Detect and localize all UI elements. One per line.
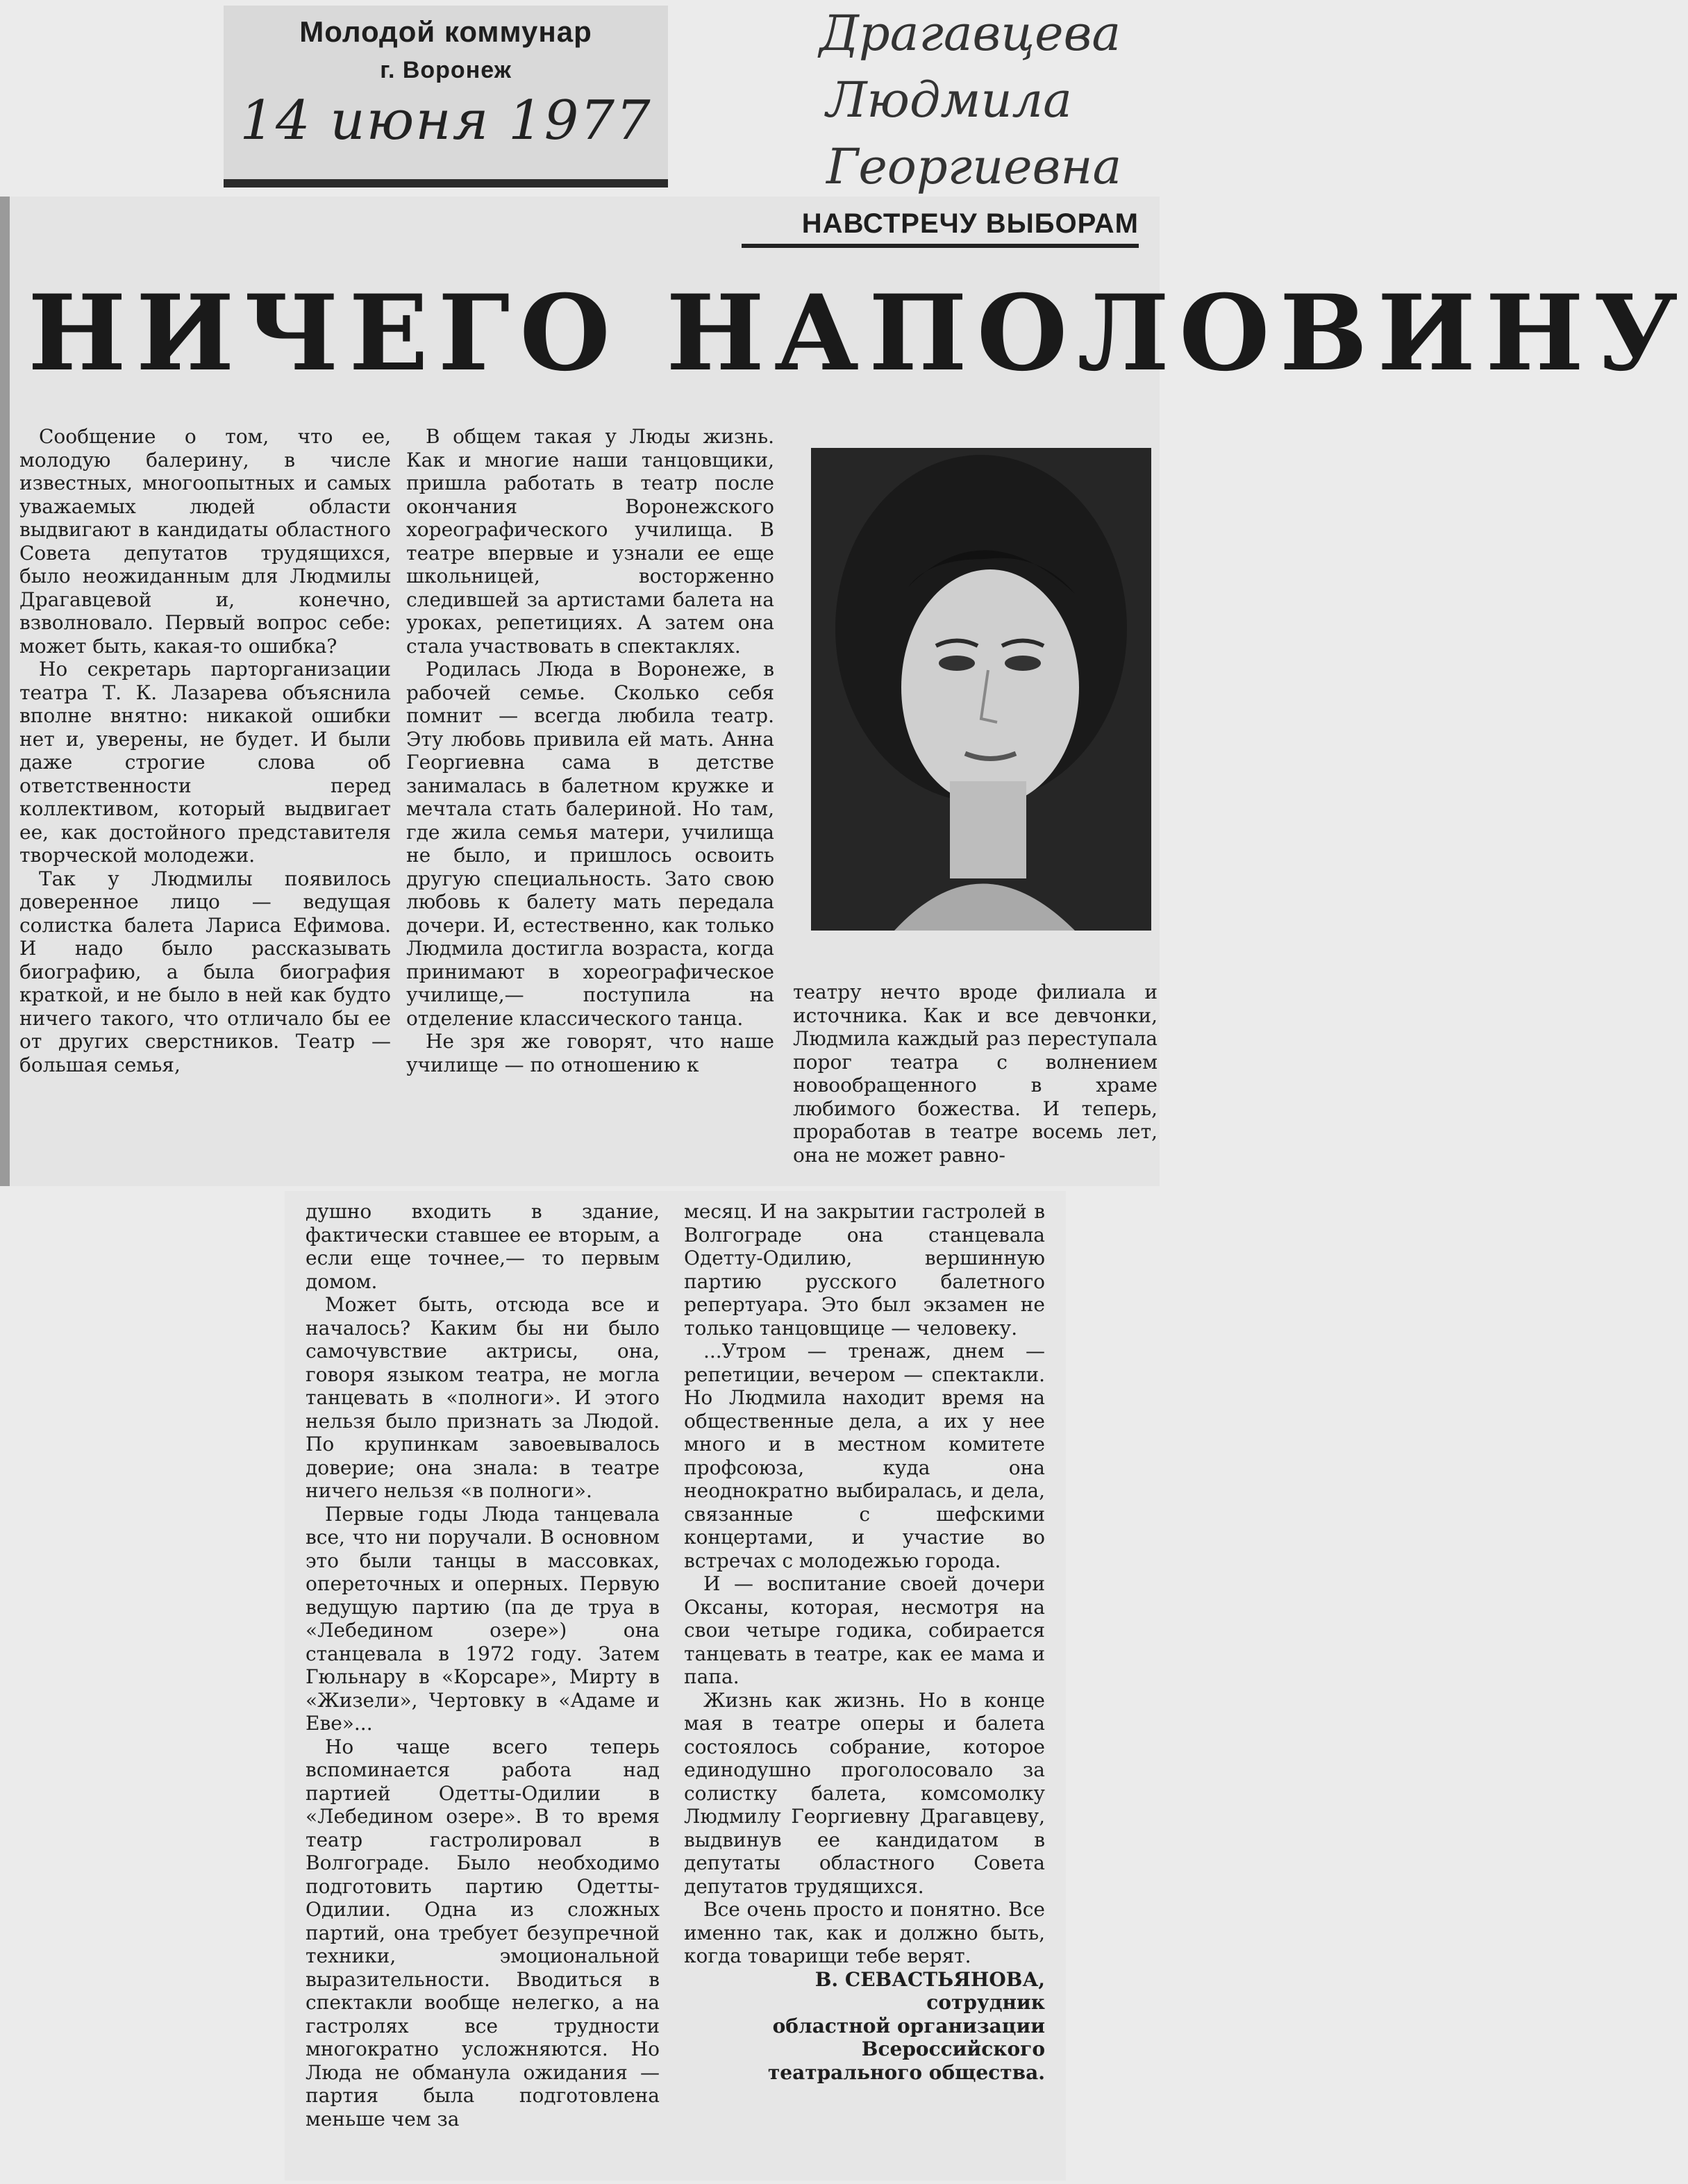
paragraph: Жизнь как жизнь. Но в конце мая в театре оперы и балета состоялось собрание, которое единодушно проголосовало за солистку балета, комсомолку Людмилу Георгиевну Драгавцеву, выдвинув ее кандидатом в депутаты областного Совета депутатов трудящихся. bbox=[684, 1688, 1045, 1898]
paragraph: месяц. И на закрытии гастролей в Волгограде она станцевала Одетту-Одилию, вершинную партию русского балетного репертуара. Это был экзамен не только танцовщице — человеку. bbox=[684, 1200, 1045, 1340]
handwritten-firstname: Людмила bbox=[826, 72, 1072, 128]
paragraph: В общем такая у Люды жизнь. Как и многие наши танцовщики, пришла работать в театр после окончания Воронежского хореографического училища. В театре впервые и узнали ее еще школьницей, восторженно следившей за артистами балета на уроках, репетициях. А затем она стала участвовать в спектаклях. bbox=[406, 425, 774, 658]
paragraph: Так у Людмилы появилось доверенное лицо — ведущая солистка балета Лариса Ефимова. И надо было рассказывать биографию, а была биография краткой, и не было в ней как будто ничего такого, что отличало бы ее от других сверстников. Театр — большая семья, bbox=[19, 867, 391, 1076]
paragraph: Не зря же говорят, что наше училище — по отношению к bbox=[406, 1030, 774, 1076]
author-name: В. СЕВАСТЬЯНОВА, bbox=[814, 1967, 1045, 1991]
author-title-4: театрального общества. bbox=[767, 2060, 1045, 2084]
paragraph: Родилась Люда в Воронеже, в рабочей семье. Сколько себя помнит — всегда любила театр. Эту любовь привила ей мать. Анна Георгиевна сама в детстве занималась в балетном кружке и мечтала стать балериной. Но там, где жила семья матери, училища не было, и пришлось освоить другую специальность. Зато свою любовь к балету мать передала дочери. И, естественно, как только Людмила достигла возраста, когда принимают в хореографическое училище,— поступила на отделение классического танца. bbox=[406, 658, 774, 1030]
paragraph: ...Утром — тренаж, днем — репетиции, вечером — спектакли. Но Людмила находит время на общественные дела, а их у нее много и в местном комитете профсоюза, куда она неоднократно выбиралась, и дела, связанные с шефскими концертами, и участие во встречах с молодежью города. bbox=[684, 1340, 1045, 1572]
clipping-left-edge-shadow bbox=[0, 197, 10, 1186]
author-title-3: Всероссийского bbox=[861, 2037, 1045, 2060]
paragraph: Но секретарь парторганизации театра Т. К. Лазарева объяснила вполне внятно: никакой ошибки нет и, уверены, не будет. И были даже строгие слова об ответственности перед коллективом, который выдвигает ее, как достойного представителя творческой молодежи. bbox=[19, 658, 391, 867]
paragraph: душно входить в здание, фактически ставшее ее вторым, а если еще точнее,— то первым домом. bbox=[306, 1200, 660, 1293]
paragraph: театру нечто вроде филиала и источника. Как и все девчонки, Людмила каждый раз переступала порог театра с волнением новообращенного в храме любимого божества. И теперь, проработав в театре восемь лет, она не может равно- bbox=[793, 981, 1158, 1167]
clipping-source-label bbox=[224, 6, 668, 187]
paragraph: Первые годы Люда танцевала все, что ни поручали. В основном это были танцы в массовках, опереточных и оперных. Первую ведущую партию (па де труа в «Лебедином озере») она станцевала в 1972 году. Затем Гюльнару в «Корсаре», Мирту в «Жизели», Чертовку в «Адаме и Еве»... bbox=[306, 1502, 660, 1735]
handwritten-patronymic: Георгиевна bbox=[826, 138, 1122, 195]
handwritten-date: 14 июня 1977 bbox=[240, 90, 652, 152]
handwritten-name bbox=[819, 0, 1177, 195]
newspaper-city: г. Воронеж bbox=[380, 57, 512, 83]
paragraph: Может быть, отсюда все и началось? Каким бы ни было самочувствие актрисы, она, говоря языком театра, не могла танцевать в «полноги». И этого нельзя было признать за Людой. По крупинкам завоевывалось доверие; она знала: в театре ничего нельзя «в полноги». bbox=[306, 1293, 660, 1502]
article-column-1 bbox=[19, 425, 391, 1076]
paragraph: Но чаще всего теперь вспоминается работа над партией Одетты-Одилии в «Лебедином озере». В то время театр гастролировал в Волгограде. Было необходимо подготовить партию Одетты-Одилии. Одна из сложных партий, она требует безупречной техники, эмоциональной выразительности. Вводиться в спектакли вообще нелегко, а на гастролях все трудности многократно усложняются. Но Люда не обманула ожидания — партия была подготовлена меньше чем за bbox=[306, 1735, 660, 2131]
article-headline: НИЧЕГО НАПОЛОВИНУ bbox=[28, 272, 1688, 394]
handwritten-surname: Драгавцева bbox=[819, 5, 1121, 62]
article-column-3 bbox=[793, 981, 1158, 1167]
paragraph: Все очень просто и понятно. Все именно так, как и должно быть, когда товарищи тебе верят. bbox=[684, 1898, 1045, 1967]
author-title-2: областной организации bbox=[772, 2014, 1045, 2037]
article-column-2 bbox=[406, 425, 774, 1076]
paragraph: Сообщение о том, что ее, молодую балерину, в числе известных, многоопытных и самых уважаемых людей области выдвигают в кандидаты областного Совета депутатов трудящихся, было неожиданным для Людмилы Драгавцевой и, конечно, взволновало. Первый вопрос себе: может быть, какая-то ошибка? bbox=[19, 425, 391, 658]
newspaper-name: Молодой коммунар bbox=[299, 15, 592, 48]
article-column-5 bbox=[684, 1200, 1045, 2084]
article-signature bbox=[684, 1968, 1045, 2085]
paragraph: И — воспитание своей дочери Оксаны, которая, несмотря на свои четыре годика, собирается танцевать в театре, как ее мама и папа. bbox=[684, 1572, 1045, 1688]
article-column-4 bbox=[306, 1200, 660, 2131]
portrait-image bbox=[811, 448, 1151, 931]
portrait-photo bbox=[811, 448, 1151, 931]
author-title-1: сотрудник bbox=[926, 1991, 1045, 2014]
rubric-heading: НАВСТРЕЧУ ВЫБОРАМ bbox=[742, 208, 1139, 248]
